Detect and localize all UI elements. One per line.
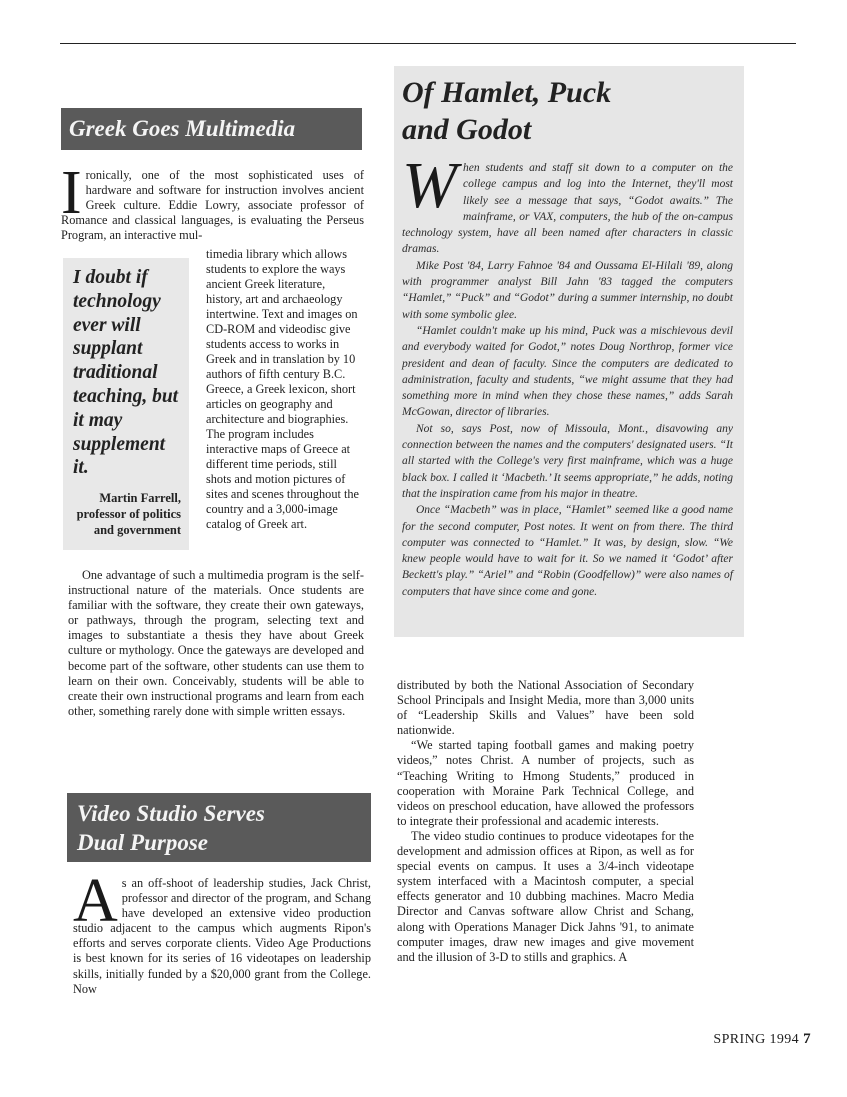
greek-body-narrow-text: timedia library which allows students to explore the ways ancient Greek literature, history, art and archaeology intertwine. Text and images on CD-ROM and videodisc give students access to works in Greek and in translation by 10 authors of fifth century B.C. Greece, a Greek lexicon, short articles on geography and architecture and biographies. The program includes interactive maps of Greece at different time periods, still shots and motion pictures of sites and scenes throughout the country and a 3,000-image catalog of Greek art. [206,247,359,531]
video-paragraph: distributed by both the National Association of Secondary School Principals and Insight Media, more than 3,000 units of “Leadership Skills and Values” have been sold nationwide. [397,678,694,738]
hamlet-dropcap: W [402,149,457,222]
greek-body-paragraph: One advantage of such a multimedia program is the self-instructional nature of the materials. Once students are familiar with the software, they create their own gateways, or pathways, through the program, selecting text and images to substantiate a thesis they have about Greek culture or mythology. Once the gateways are developed and become part of the software, other students can use them to learn on their own. Conceivably, students will be able to create their own instructional programs and learn from each other, something rarely done with simple written essays. [68,568,364,718]
video-paragraph: “We started taping football games and making poetry videos,” notes Christ. A number of projects, such as “Teaching Writing to Hmong Students,” produced in cooperation with Moraine Park Technical College, and videos on preschool education, have allowed the professors to integrate their professional and academic interests. [397,738,694,828]
issue-label: SPRING 1994 [713,1032,800,1047]
hamlet-title [402,74,611,148]
video-intro-paragraph [73,867,371,997]
greek-body-wide [68,568,364,719]
video-paragraph: The video studio continues to produce videotapes for the development and admission offices at Ripon, as well as for special events on campus. It uses a 3/4-inch videotape system interfaced with a Macintosh computer, a special effects generator and 10 dubbing machines. Macro Media Director and Canvas software allow Christ and Schang, along with Operations Manager Dick Jahns '91, to animate computer images, draw new images and give movement and the illusion of 3-D to stills and graphics. A [397,828,694,964]
greek-body-narrow [206,247,364,532]
hamlet-paragraph: Mike Post '84, Larry Fahnoe '84 and Oussama El-Hilali '89, along with programmer analyst Bill Jahn '83 tagged the computers “Hamlet,” “Puck” and “Godot” during a summer internship, no doubt with some symbolic glee. [402,259,733,321]
video-dropcap: A [73,867,118,935]
hamlet-title-line1: Of Hamlet, Puck [402,76,612,109]
pullquote-attribution: Martin Farrell, professor of politics and government [76,491,181,538]
greek-intro-text: ronically, one of the most sophisticated uses of hardware and software for instruction involves ancient Greek culture. Eddie Lowry, associate professor of Romance and classical languages, is evaluating the Perseus Program, an interactive mul- [61,168,364,243]
hamlet-paragraph: “Hamlet couldn't make up his mind, Puck was a mischievous devil and everybody waited for Godot,” notes Doug Northrop, former vice president and dean of faculty. Since the computers are dedicated to administration, faculty and students, “we might assume that they had something more in mind when they chose these names,” adds Sarah McGowan, director of libraries. [402,324,733,419]
hamlet-paragraph: Once “Macbeth” was in place, “Hamlet” seemed like a good name for the second computer, Post notes. It went on from there. The third computer was connected to “Hamlet.” It was, by design, slow. “We knew people would have to wait for it. So we named it ‘Godot’ after Beckett's play.” “Ariel” and “Robin (Goodfellow)” were also names of computers that have since come and gone. [402,504,733,598]
hamlet-body [402,149,733,600]
video-title-line2: Dual Purpose [77,830,208,855]
greek-section-title [61,108,362,150]
pullquote-box [63,258,189,550]
page-number: 7 [803,1031,811,1047]
hamlet-sidebar [394,66,744,637]
hamlet-paragraph: Not so, says Post, now of Missoula, Mont., disavowing any connection between the names and the computers' designated users. “It all started with the College's very first mainframe, which was a huge black box. I called it ‘Macbeth.’ It seems appropriate,” he adds, noting that the inspiration came from his major in theatre. [402,422,733,500]
hamlet-paragraph-text: hen students and staff sit down to a computer on the college campus and log into the Internet, they'll most likely see a message that says, “Godot awaits.” The mainframe, or VAX, computers, the hub of the on-campus technology system, have all been named after characters in classic dramas. [402,162,733,256]
pullquote-text: I doubt if technology ever will supplant traditional teaching, but it may supplement it. [73,267,179,479]
video-section-title [67,793,371,862]
video-continuation-column [397,678,694,965]
video-title-line1: Video Studio Serves [77,801,265,826]
greek-title-text: Greek Goes Multimedia [69,116,296,141]
top-rule [60,43,796,44]
video-intro-text: s an off-shoot of leadership studies, Jack Christ, professor and director of the program, and Schang have developed an extensive video production studio adjacent to the campus which augments Ripon's efforts and serves corporate clients. Video Age Productions is best known for its series of 16 videotapes on leadership skills, initially funded by a $20,000 grant from the College. Now [73,876,371,996]
hamlet-title-line2: and Godot [402,113,532,146]
hamlet-paragraph [402,149,733,258]
greek-dropcap: I [61,159,82,227]
greek-intro-paragraph [61,159,364,243]
page-footer [713,1031,811,1048]
